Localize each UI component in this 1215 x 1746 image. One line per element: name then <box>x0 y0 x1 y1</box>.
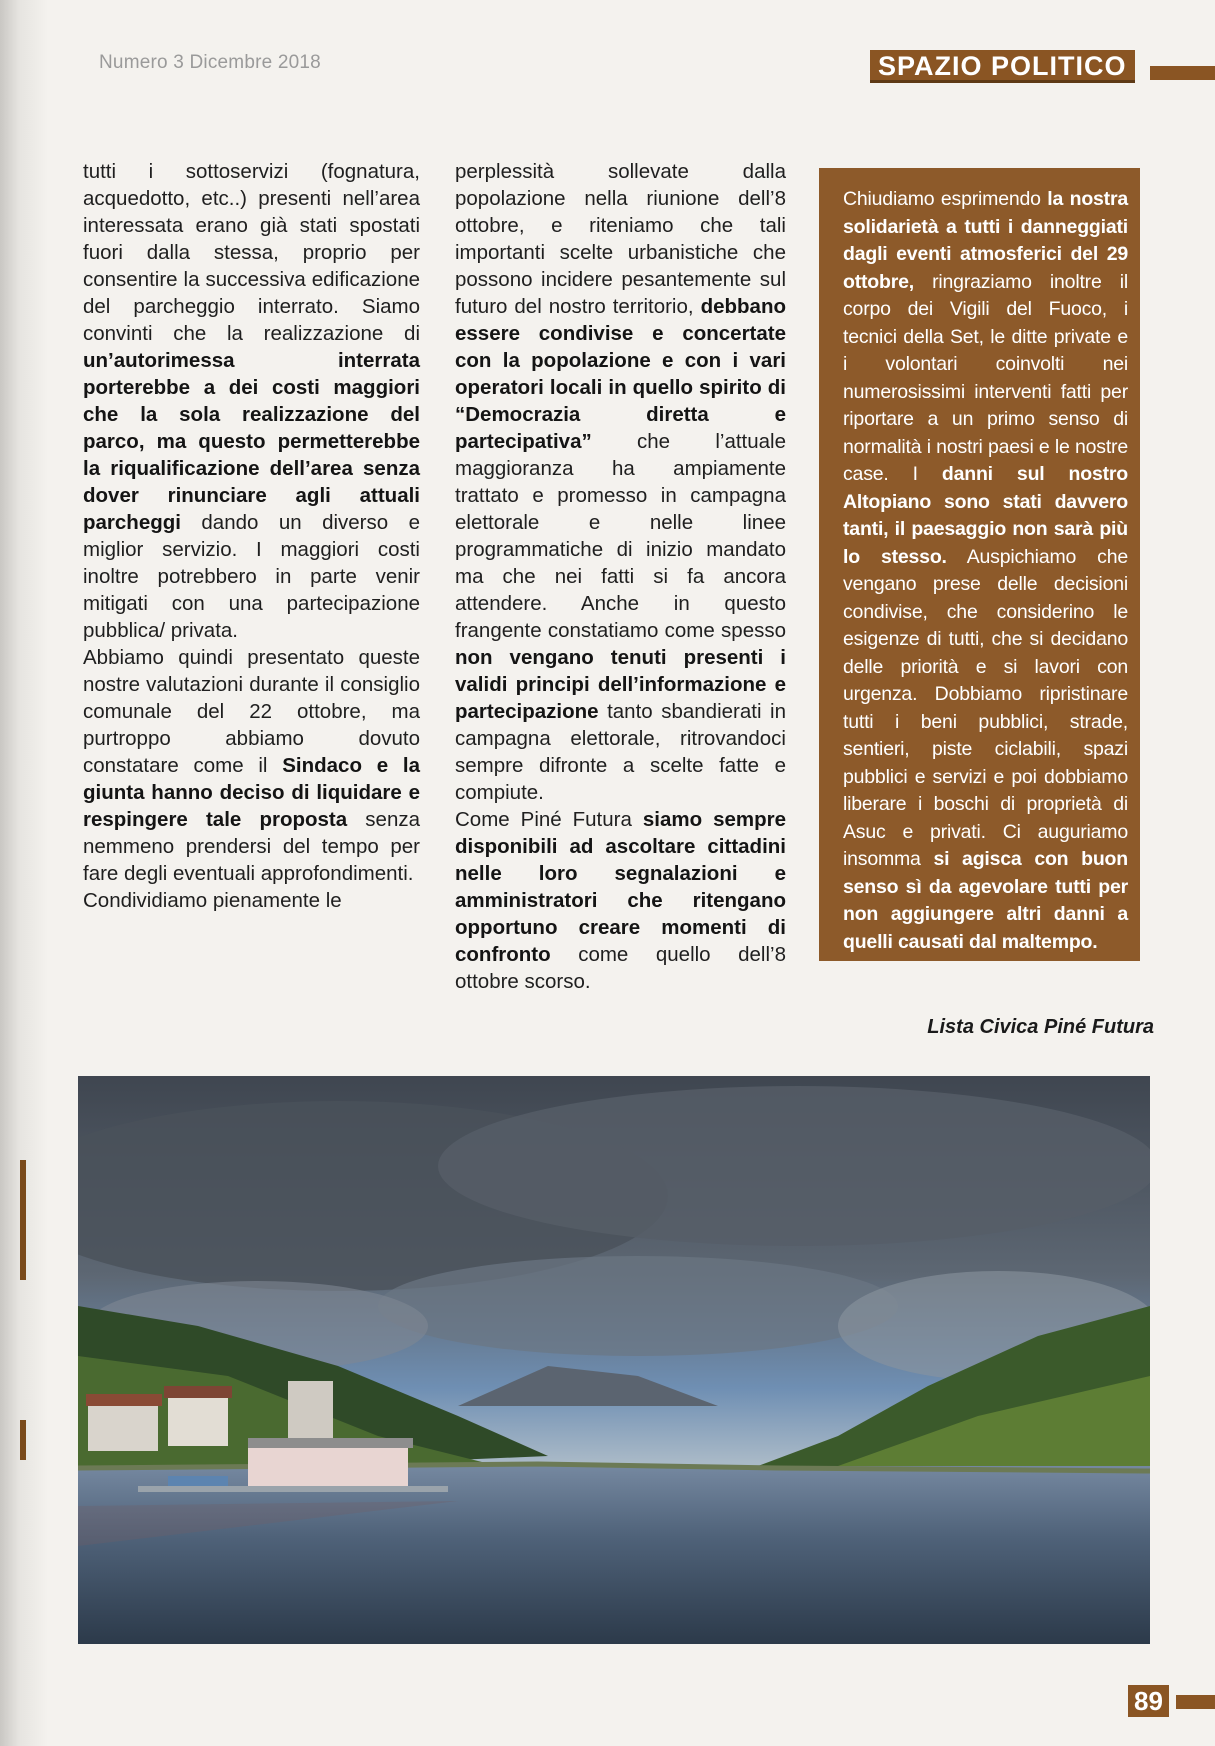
text-run: senza nemmeno prendersi del tempo per fare degli eventuali approfondimenti. <box>83 808 420 885</box>
text-run: come quello dell’8 ottobre scorso. <box>455 943 786 993</box>
bold-text-run: si agisca con buon senso sì da agevolare tutti per non aggiungere altri danni a quelli causati dal maltempo. <box>843 848 1128 953</box>
text-run: Come Piné Futura <box>455 808 643 831</box>
page-rule <box>1176 1695 1215 1709</box>
text-run: Auspichiamo che vengano prese delle decisioni condivise, che considerino le esigenze di tutti, che si decidano delle priorità e si lavori con urgenza. Dobbiamo ripristinare tutti i beni pubblici, strade, sentieri, piste ciclabili, spazi pubblici e servizi e poi dobbiamo liberare i boschi di proprietà di Asuc e privati. Ci auguriamo insomma <box>843 545 1129 870</box>
bold-text-run: non vengano tenuti presenti i validi principi dell’informazione e partecipazione <box>455 646 786 723</box>
bold-text-run: danni sul nostro Altopiano sono stati davvero tanti, il paesaggio non sarà più lo stesso. <box>843 463 1129 568</box>
text-run: dando un diverso e miglior servizio. I maggiori costi inoltre potrebbero in parte venir mitigati con una partecipazione pubblica/ privata. <box>83 511 420 642</box>
bold-text-run: debbano essere condivise e concertate con la popolazione e con i vari operatori locali in quello spirito di “Democrazia diretta e partecipativa” <box>455 295 786 453</box>
text-run: tanto sbandierati in campagna elettorale, ritrovandoci sempre difronte a scelte fatte e compiute. <box>455 700 786 804</box>
text-run: Abbiamo quindi presentato queste nostre valutazioni durante il consiglio comunale del 22 ottobre, ma purtroppo abbiamo dovuto constatare come il <box>83 646 420 777</box>
text-run: Condividiamo pienamente le <box>83 889 342 912</box>
page-spine <box>0 0 48 1746</box>
text-run: Chiudiamo esprimendo <box>843 188 1048 210</box>
lake-photo <box>78 1076 1150 1644</box>
text-run: ringraziamo inoltre il corpo dei Vigili del Fuoco, i tecnici della Set, le ditte private e i volontari coinvolti nei numerosissimi interventi fatti per riportare a un primo senso di normalità i nostri paesi e le nostre case. I <box>843 270 1128 485</box>
spine-mark <box>20 1160 26 1280</box>
text-run: che l’attuale maggioranza ha ampiamente trattato e promesso in campagna elettorale e nelle linee programmatiche di inizio mandato ma che nei fatti si fa ancora attendere. Anche in questo frangente constatiamo come spesso <box>455 430 786 642</box>
article-column-2 <box>455 158 786 995</box>
spine-mark <box>20 1420 26 1460</box>
column-1-text <box>83 158 420 914</box>
text-run: tutti i sottoservizi (fognatura, acquedotto, etc..) presenti nell’area interessata erano già stati spostati fuori dalla stessa, proprio per consentire la successiva edificazione del parcheggio interrato. Siamo convinti che la realizzazione di <box>83 160 420 345</box>
section-title: SPAZIO POLITICO <box>870 50 1135 83</box>
solidarity-box <box>819 168 1140 961</box>
lake-landscape-illustration <box>78 1076 1150 1644</box>
signature: Lista Civica Piné Futura <box>927 1016 1154 1038</box>
issue-label: Numero 3 Dicembre 2018 <box>99 52 321 73</box>
bold-text-run: siamo sempre disponibili ad ascoltare cittadini nelle loro segnalazioni e amministratori che ritengano opportuno creare momenti di confronto <box>455 808 786 966</box>
text-run: perplessità sollevate dalla popolazione nella riunione dell’8 ottobre, e riteniamo che tali importanti scelte urbanistiche che possono incidere pesantemente sul futuro del nostro territorio, <box>455 160 786 318</box>
bold-text-run: Sindaco e la giunta hanno deciso di liquidare e respingere tale proposta <box>83 754 420 831</box>
bold-text-run: un’autorimessa interrata porterebbe a dei costi maggiori che la sola realizzazione del parco, ma questo permetterebbe la riqualificazione dell’area senza dover rinunciare agli attuali parcheggi <box>83 349 420 534</box>
section-rule <box>1150 66 1215 80</box>
page-number: 89 <box>1128 1685 1169 1717</box>
bold-text-run: la nostra solidarietà a tutti i danneggiati dagli eventi atmosferici del 29 ottobre, <box>843 188 1128 293</box>
article-column-1 <box>83 158 420 914</box>
column-2-text <box>455 158 786 995</box>
solidarity-box-text <box>843 186 1128 956</box>
